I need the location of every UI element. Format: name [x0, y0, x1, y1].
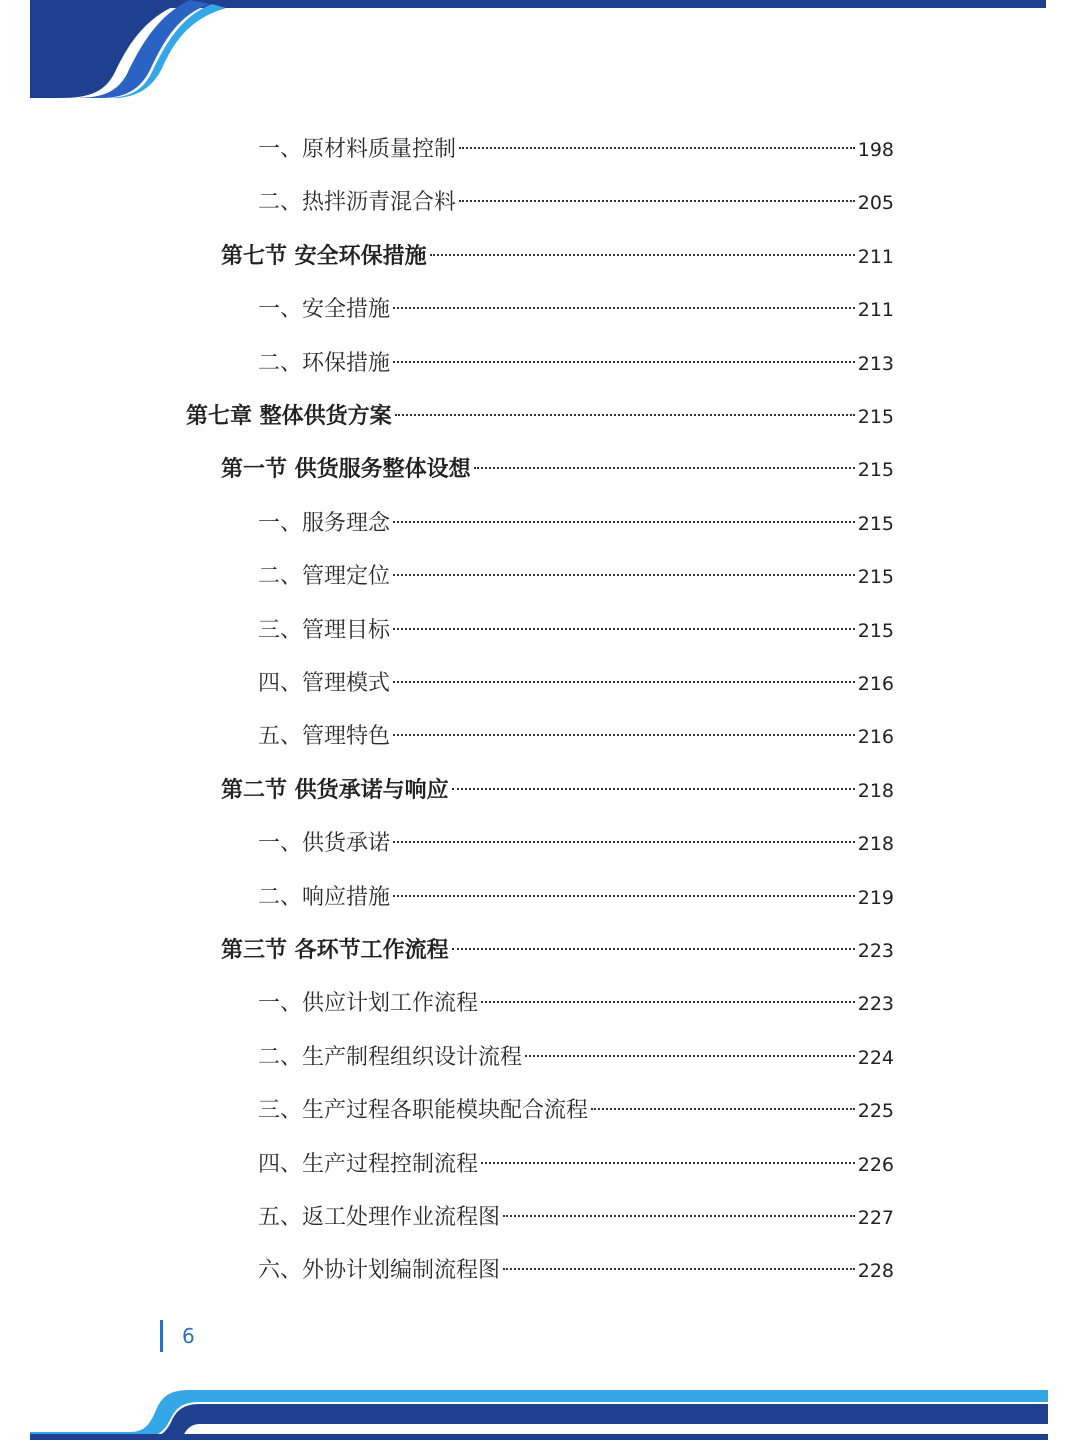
toc-entry-page-number: 205 — [857, 192, 894, 215]
toc-entry[interactable] — [258, 559, 894, 595]
toc-entry-page-number: 223 — [857, 940, 894, 962]
toc-entry[interactable] — [258, 1253, 894, 1289]
toc-entry-label: 五、返工处理作业流程图 — [258, 1205, 501, 1230]
page-number-marker — [160, 1320, 163, 1352]
toc-dot-leader — [393, 734, 855, 736]
toc-dot-leader — [459, 200, 855, 202]
toc-entry-page-number: 215 — [857, 619, 894, 642]
toc-entry-label: 四、管理模式 — [258, 671, 391, 696]
toc-dot-leader — [459, 147, 855, 149]
toc-entry-label: 一、供应计划工作流程 — [258, 991, 479, 1017]
toc-dot-leader — [503, 1268, 855, 1270]
toc-entry-page-number: 215 — [857, 512, 894, 535]
toc-entry-page-number: 215 — [857, 406, 894, 428]
toc-entry-label: 一、安全措施 — [258, 297, 391, 323]
toc-entry-label: 五、管理特色 — [258, 724, 391, 750]
footer-band-dark — [150, 1404, 1048, 1438]
toc-entry-label: 三、管理目标 — [258, 617, 391, 643]
toc-entry[interactable] — [221, 933, 894, 969]
toc-entry-label: 二、管理定位 — [258, 564, 391, 590]
toc-entry[interactable] — [221, 452, 894, 488]
footer-decoration — [0, 1380, 1080, 1440]
toc-entry-page-number: 218 — [857, 833, 894, 856]
toc-entry[interactable] — [258, 1040, 894, 1076]
toc-entry[interactable] — [258, 719, 894, 755]
toc-entry[interactable] — [258, 185, 894, 221]
toc-entry-label: 二、响应措施 — [258, 884, 391, 910]
toc-entry-page-number: 224 — [857, 1046, 894, 1069]
toc-entry-page-number: 215 — [857, 459, 894, 482]
toc-entry-page-number: 218 — [857, 779, 894, 802]
toc-dot-leader — [393, 841, 855, 843]
toc-entry-label: 第一节 供货服务整体设想 — [221, 457, 471, 483]
toc-dot-leader — [591, 1108, 855, 1110]
toc-entry-label: 二、热拌沥青混合料 — [258, 190, 457, 216]
toc-entry-page-number: 215 — [857, 566, 894, 589]
toc-entry-page-number: 216 — [857, 673, 894, 695]
toc-entry-label: 一、原材料质量控制 — [258, 137, 457, 162]
toc-dot-leader — [393, 307, 855, 309]
toc-entry-label: 二、环保措施 — [258, 350, 391, 376]
toc-dot-leader — [393, 521, 855, 523]
toc-entry-page-number: 228 — [857, 1260, 894, 1283]
toc-dot-leader — [481, 1162, 855, 1164]
toc-entry-label: 一、供货承诺 — [258, 831, 391, 857]
toc-entry-label: 一、服务理念 — [258, 510, 391, 536]
page-number: 6 — [182, 1324, 195, 1348]
toc-dot-leader — [393, 574, 855, 576]
footer-bottom-strip — [30, 1434, 1048, 1440]
toc-dot-leader — [452, 948, 855, 950]
toc-dot-leader — [474, 467, 855, 469]
toc-entry-page-number: 226 — [857, 1153, 894, 1176]
toc-dot-leader — [393, 895, 855, 897]
toc-entry-page-number: 227 — [857, 1207, 894, 1229]
toc-entry-label: 六、外协计划编制流程图 — [258, 1258, 501, 1284]
toc-entry-label: 第二节 供货承诺与响应 — [221, 777, 449, 803]
toc-entry[interactable] — [258, 506, 894, 542]
toc-entry[interactable] — [221, 773, 894, 809]
toc-entry-label: 二、生产制程组织设计流程 — [258, 1044, 523, 1070]
toc-entry-label: 第七节 安全环保措施 — [221, 243, 427, 269]
toc-entry[interactable] — [258, 1200, 894, 1236]
toc-entry[interactable] — [258, 986, 894, 1022]
toc-entry[interactable] — [186, 399, 894, 435]
toc-dot-leader — [395, 414, 855, 416]
toc-entry-label: 第三节 各环节工作流程 — [221, 938, 449, 963]
toc-dot-leader — [452, 788, 855, 790]
toc-dot-leader — [430, 254, 855, 256]
toc-entry-label: 第七章 整体供货方案 — [186, 404, 392, 429]
toc-entry[interactable] — [258, 666, 894, 702]
toc-entry[interactable] — [258, 826, 894, 862]
toc-entry-label: 三、生产过程各职能模块配合流程 — [258, 1098, 589, 1124]
toc-entry[interactable] — [258, 1147, 894, 1183]
toc-dot-leader — [393, 681, 855, 683]
toc-entry-page-number: 211 — [857, 299, 894, 322]
toc-entry[interactable] — [258, 132, 894, 168]
toc-dot-leader — [481, 1001, 855, 1003]
toc-entry[interactable] — [258, 613, 894, 649]
toc-entry[interactable] — [258, 292, 894, 328]
toc-entry-page-number: 219 — [857, 886, 894, 909]
toc-entry-page-number: 211 — [857, 245, 894, 268]
toc-dot-leader — [525, 1055, 855, 1057]
header-decoration — [0, 0, 1080, 110]
toc-entry-page-number: 225 — [857, 1100, 894, 1123]
toc-entry-page-number: 223 — [857, 993, 894, 1016]
toc-dot-leader — [393, 628, 855, 630]
toc-dot-leader — [503, 1215, 855, 1217]
toc-entry[interactable] — [258, 1093, 894, 1129]
toc-entry-page-number: 198 — [857, 139, 894, 161]
toc-entry-page-number: 216 — [857, 726, 894, 749]
toc-dot-leader — [393, 361, 855, 363]
toc-entry[interactable] — [221, 239, 894, 275]
toc-entry[interactable] — [258, 880, 894, 916]
toc-entry-label: 四、生产过程控制流程 — [258, 1151, 479, 1177]
toc-entry-page-number: 213 — [857, 352, 894, 375]
toc-entry[interactable] — [258, 346, 894, 382]
